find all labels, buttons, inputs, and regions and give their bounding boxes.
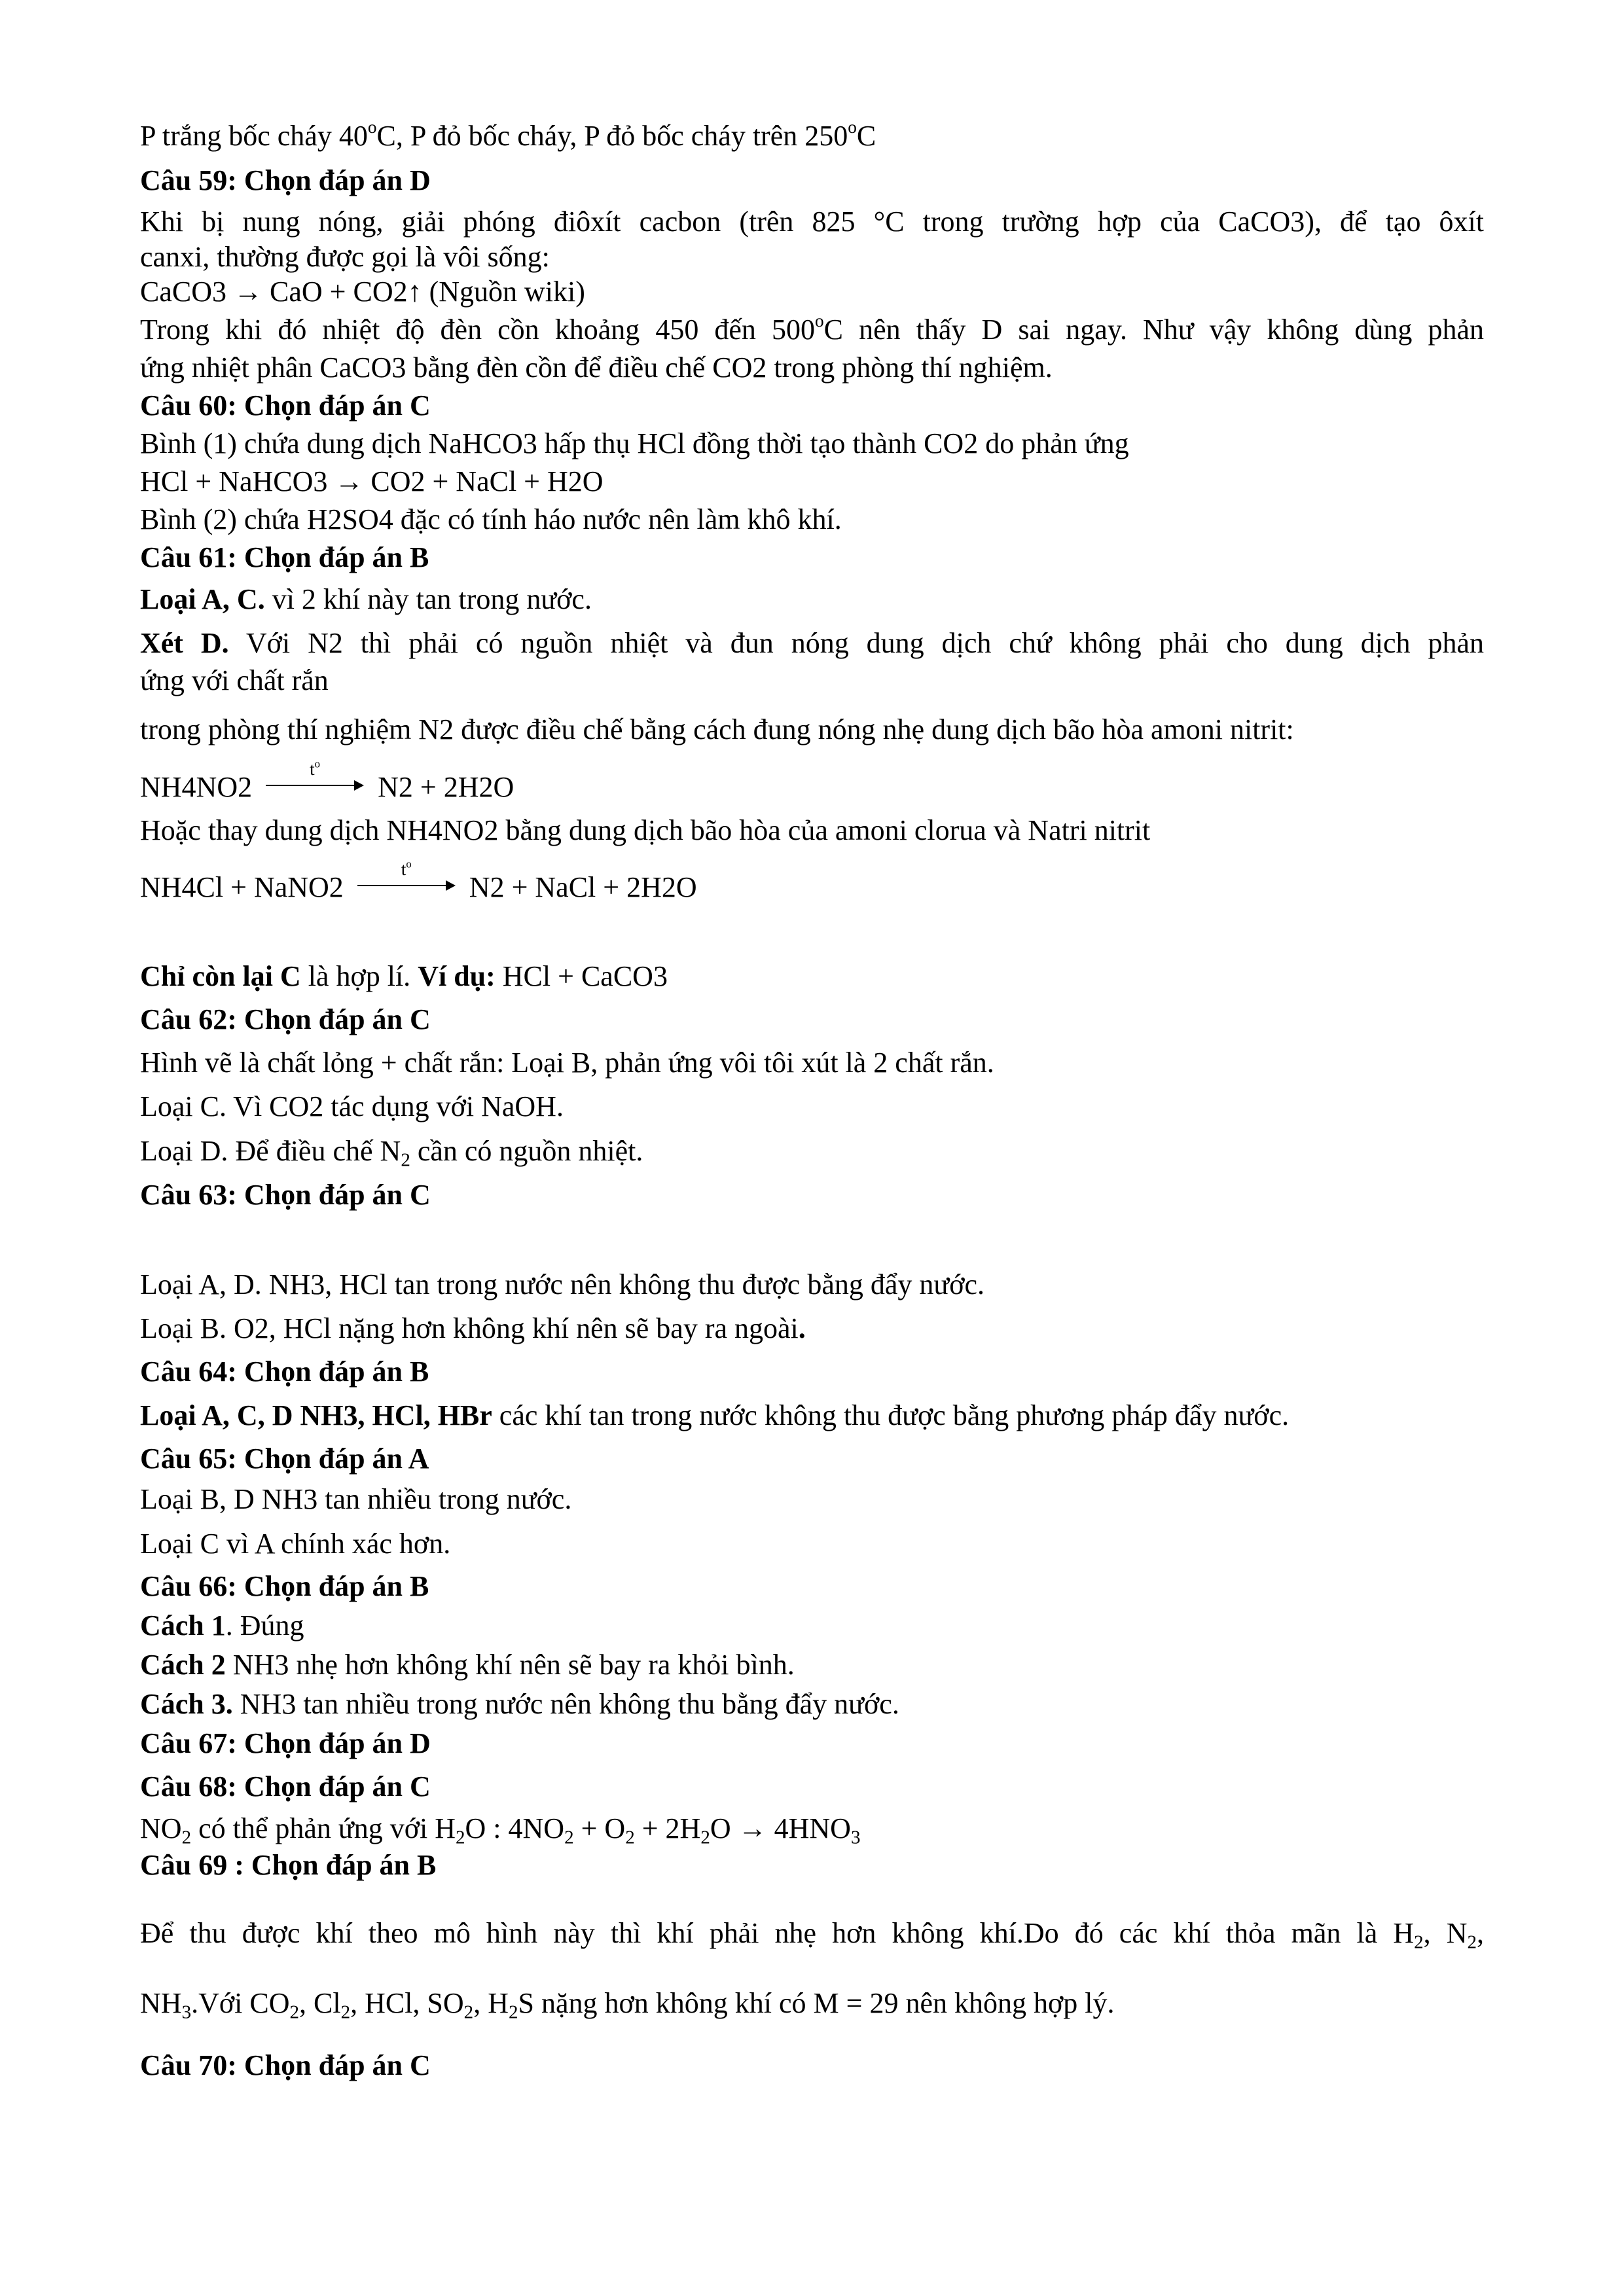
text-line: Bình (1) chứa dung dịch NaHCO3 hấp thụ HCl đồng thời tạo thành CO2 do phản ứng (140, 427, 1129, 459)
heat-arrow: $t^o$ (266, 776, 364, 795)
text-line: Loại B. O2, HCl nặng hơn không khí nên sẽ bay ra ngoài. (140, 1312, 806, 1344)
text-line: Bình (2) chứa H2SO4 đặc có tính háo nước nên làm khô khí. (140, 503, 842, 535)
text-line: Loại A, C. vì 2 khí này tan trong nước. (140, 583, 592, 615)
text-line: Hoặc thay dung dịch NH4NO2 bằng dung dịch bão hòa của amoni clorua và Natri nitrit (140, 814, 1151, 846)
text-line: canxi, thường được gọi là vôi sống: (140, 241, 550, 273)
question-heading-70: Câu 70: Chọn đáp án C (140, 2049, 431, 2081)
heat-arrow: $t^o$ (357, 876, 456, 895)
text-line: Loại A, C, D NH3, HCl, HBr các khí tan trong nước không thu được bằng phương pháp đẩy nước. (140, 1399, 1290, 1431)
equation-line: CaCO3 → CaO + CO2↑ (Nguồn wiki) (140, 276, 585, 308)
question-heading-69: Câu 69 : Chọn đáp án B (140, 1849, 437, 1881)
text-line: P trắng bốc cháy 40$^o$C, P đỏ bốc cháy, P đỏ bốc cháy trên 250$^o$C (140, 117, 876, 152)
text-line: Cách 3. NH3 tan nhiều trong nước nên không thu bằng đẩy nước. (140, 1688, 899, 1720)
text-line: Chỉ còn lại C là hợp lí. Ví dụ: HCl + CaCO3 (140, 960, 668, 992)
text-line: trong phòng thí nghiệm N2 được điều chế bằng cách đung nóng nhẹ dung dịch bão hòa amoni nitrit: (140, 713, 1294, 745)
text-line: $NH_3.Với$ $CO_2$, $Cl_2$, HCl, $SO_2$, $H_2S$ nặng hơn không khí có M = 29 nên không hợp lý. (140, 1987, 1115, 2023)
text-line: Cách 2 NH3 nhẹ hơn không khí nên sẽ bay ra khỏi bình. (140, 1649, 795, 1681)
text-line: Xét D. Với N2 thì phải có nguồn nhiệt và đun nóng dung dịch chứ không phải cho dung dịch phản (140, 627, 1484, 659)
text-line: Loại B, D NH3 tan nhiều trong nước. (140, 1483, 572, 1515)
question-heading-67: Câu 67: Chọn đáp án D (140, 1727, 431, 1759)
reaction-equation: NH4NO2 $t^o$ N2 + 2H2O (140, 757, 514, 803)
text-line: Trong khi đó nhiệt độ đèn cồn khoảng 450 đến 500$^o$C nên thấy D sai ngay. Như vậy không dùng phản (140, 310, 1484, 346)
question-heading-64: Câu 64: Chọn đáp án B (140, 1355, 429, 1388)
question-heading-68: Câu 68: Chọn đáp án C (140, 1770, 431, 1803)
equation-line: $NO_2$ có thể phản ứng với $H_2O$ : $4NO_2 + O_2 + 2H_2O \to 4HNO_3$ (140, 1812, 861, 1848)
text-line: Loại A, D. NH3, HCl tan trong nước nên không thu được bằng đẩy nước. (140, 1268, 985, 1300)
question-heading-60: Câu 60: Chọn đáp án C (140, 389, 431, 422)
question-heading-66: Câu 66: Chọn đáp án B (140, 1570, 429, 1602)
text-line: Loại C vì A chính xác hơn. (140, 1528, 451, 1560)
text-line: Loại D. Để điều chế $N_2$ cần có nguồn nhiệt. (140, 1135, 643, 1171)
question-heading-61: Câu 61: Chọn đáp án B (140, 541, 429, 573)
question-heading-62: Câu 62: Chọn đáp án C (140, 1003, 431, 1035)
text-line: Cách 1. Đúng (140, 1609, 304, 1641)
question-heading-65: Câu 65: Chọn đáp án A (140, 1443, 429, 1475)
text-line: ứng với chất rắn (140, 664, 329, 696)
equation-line: HCl + NaHCO3 → CO2 + NaCl + H2O (140, 465, 604, 497)
question-heading-63: Câu 63: Chọn đáp án C (140, 1179, 431, 1211)
text-line: Hình vẽ là chất lỏng + chất rắn: Loại B, phản ứng vôi tôi xút là 2 chất rắn. (140, 1047, 994, 1079)
text-line: Để thu được khí theo mô hình này thì khí phải nhẹ hơn không khí.Do đó các khí thỏa mãn là $H_2$, $N_2$, (140, 1917, 1484, 1953)
reaction-equation: NH4Cl + NaNO2 $t^o$ N2 + NaCl + 2H2O (140, 857, 697, 903)
text-line: Khi bị nung nóng, giải phóng điôxít cacbon (trên 825 °C trong trường hợp của CaCO3), để tạo ôxít (140, 206, 1484, 238)
text-line: Loại C. Vì CO2 tác dụng với NaOH. (140, 1090, 564, 1122)
text-line: ứng nhiệt phân CaCO3 bằng đèn cồn để điều chế CO2 trong phòng thí nghiệm. (140, 351, 1053, 384)
question-heading-59: Câu 59: Chọn đáp án D (140, 164, 431, 196)
